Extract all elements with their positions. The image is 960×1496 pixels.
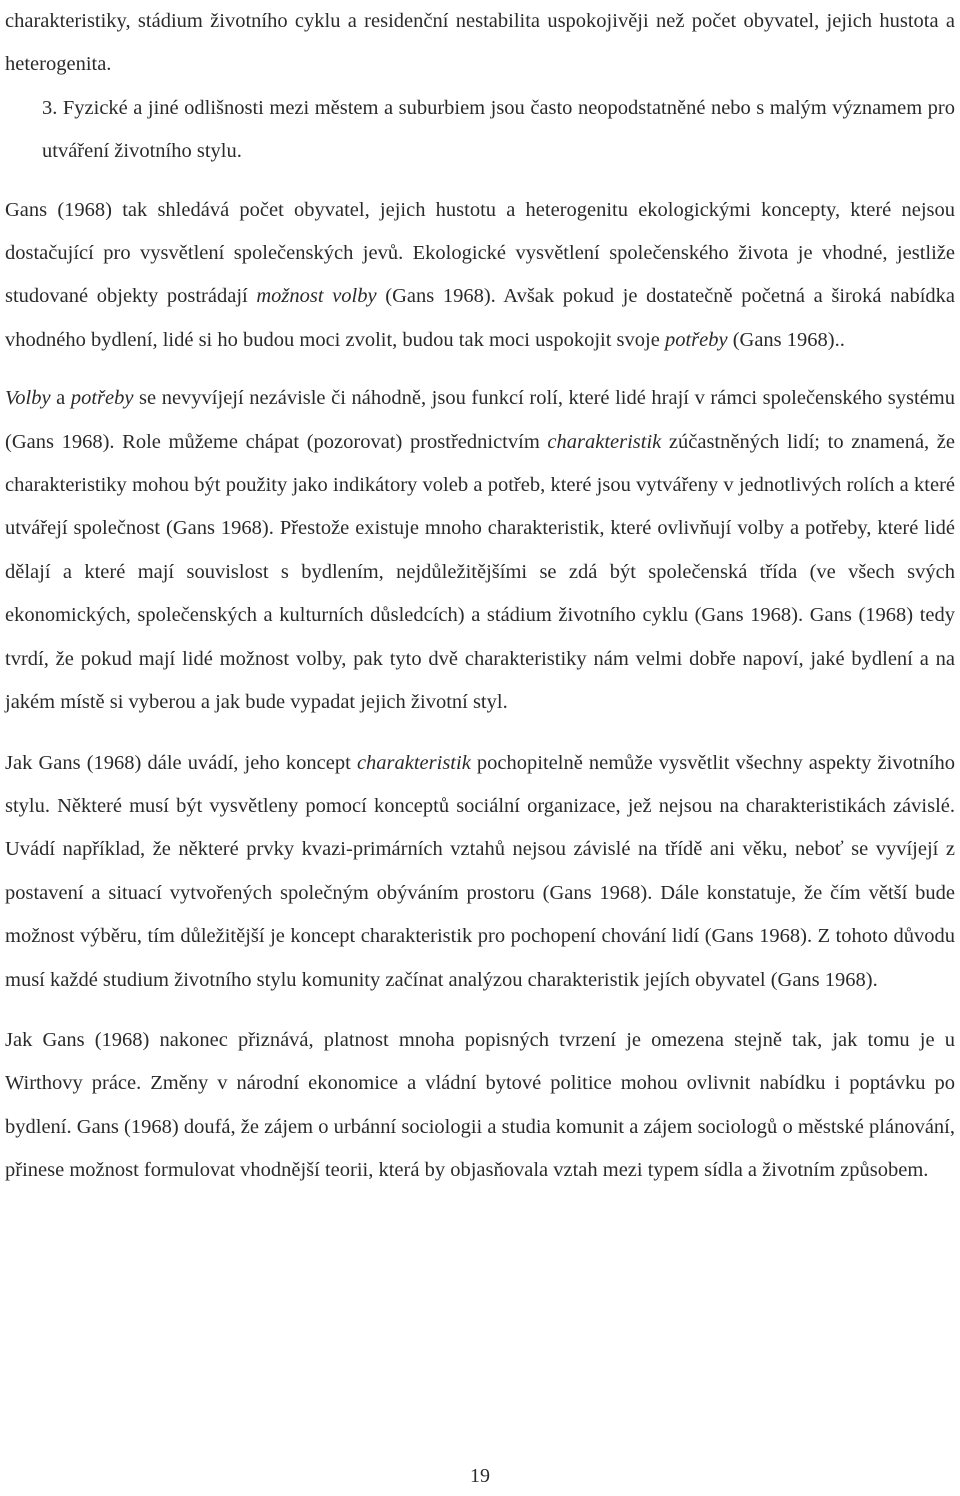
paragraph-3-text-2: pochopitelně nemůže vysvětlit všechny aspekty životního stylu. Některé musí být vysvětleny pomocí konceptů sociální organizace, jež nejsou na charakteristikách závislé. Uvádí například, že některé prvky kvazi-primárních vztahů nejsou závislé na třídě ani věku, neboť se vyvíjejí z postavení a situací vytvořených společným obýváním prostoru (Gans 1968). Dále konstatuje, že čím větší bude možnost výběru, tím důležitější je koncept charakteristik pro pochopení chování lidí (Gans 1968). Z tohoto důvodu musí každé studium životního stylu komunity začínat analýzou charakteristik jejích obyvatel (Gans 1968). bbox=[5, 751, 955, 991]
paragraph-4-text-1: Jak Gans (1968) nakonec přiznává, platnost mnoha popisných tvrzení je omezena stejně tak, jak tomu je u Wirthovy práce. Změny v národní ekonomice a vládní bytové politice mohou ovlivnit nabídku i poptávku po bydlení. Gans (1968) doufá, že zájem o urbánní sociologii a studia komunit a zájem sociologů o městské plánování, přinese možnost formulovat vhodnější teorii, která by objasňovala vztah mezi typem sídla a životním způsobem. bbox=[5, 1028, 955, 1182]
paragraph-4 bbox=[5, 1019, 955, 1193]
list-item-3-text: Fyzické a jiné odlišnosti mezi městem a suburbiem jsou často neopodstatněné nebo s malým významem pro utváření životního stylu. bbox=[42, 96, 955, 163]
paragraph-2-text-1: a bbox=[50, 387, 71, 410]
paragraph-1 bbox=[5, 189, 955, 363]
paragraph-2-italic-3: charakteristik bbox=[547, 430, 662, 453]
intro-continuation: charakteristiky, stádium životního cyklu a residenční nestabilita uspokojivěji než počet obyvatel, jejich hustota a heterogenita. bbox=[5, 10, 955, 76]
page-number: 19 bbox=[470, 1465, 490, 1487]
paragraph-2-text-3: zúčastněných lidí; to znamená, že charakteristiky mohou být použity jako indikátory voleb a potřeb, které jsou vytvářeny v jednotlivých rolích a které utvářejí společnost (Gans 1968). Přestože existuje mnoho charakteristik, které ovlivňují volby a potřeby, které lidé dělají a které mají souvislost s bydlením, nejdůležitějšími se zdá být společenská třída (ve všech svých ekonomických, společenských a kulturních důsledcích) a stádium životního cyklu (Gans 1968). Gans (1968) tedy tvrdí, že pokud mají lidé možnost volby, pak tyto dvě charakteristiky nám velmi dobře napoví, jaké bydlení a na jakém místě si vyberou a jak bude vypadat jejich životní styl. bbox=[5, 430, 955, 714]
paragraph-1-text-1: Gans (1968) tak shledává počet obyvatel, jejich hustotu a heterogenitu ekologickými koncepty, které nejsou dostačující pro vysvětlení společenských jevů. Ekologické vysvětlení společenského života je vhodné, jestliže studované objekty postrádají bbox=[5, 198, 955, 308]
paragraph-1-italic-1: možnost volby bbox=[256, 285, 377, 308]
document-page bbox=[5, 0, 955, 1193]
paragraph-2-text-2: se nevyvíjejí nezávisle či náhodně, jsou funkcí rolí, které lidé hrají v rámci společenského systému (Gans 1968). Role můžeme chápat (pozorovat) prostřednictvím bbox=[5, 387, 955, 453]
paragraph-1-text-2: (Gans 1968). Avšak pokud je dostatečně početná a široká nabídka vhodného bydlení, lidé si ho budou moci zvolit, budou tak moci uspokojit svoje bbox=[5, 285, 956, 351]
paragraph-2-italic-1: Volby bbox=[5, 387, 51, 410]
paragraph-1-italic-2: potřeby bbox=[664, 328, 728, 351]
paragraph-2 bbox=[5, 377, 955, 724]
list-item-3-number: 3. bbox=[42, 96, 58, 119]
list-item-3 bbox=[5, 87, 955, 174]
paragraph-1-text-3: (Gans 1968).. bbox=[727, 328, 845, 351]
paragraph-3-italic-1: charakteristik bbox=[356, 751, 471, 774]
paragraph-3-text-1: Jak Gans (1968) dále uvádí, jeho koncept bbox=[5, 751, 357, 774]
paragraph-2-italic-2: potřeby bbox=[70, 387, 134, 410]
paragraph-3 bbox=[5, 742, 955, 1002]
